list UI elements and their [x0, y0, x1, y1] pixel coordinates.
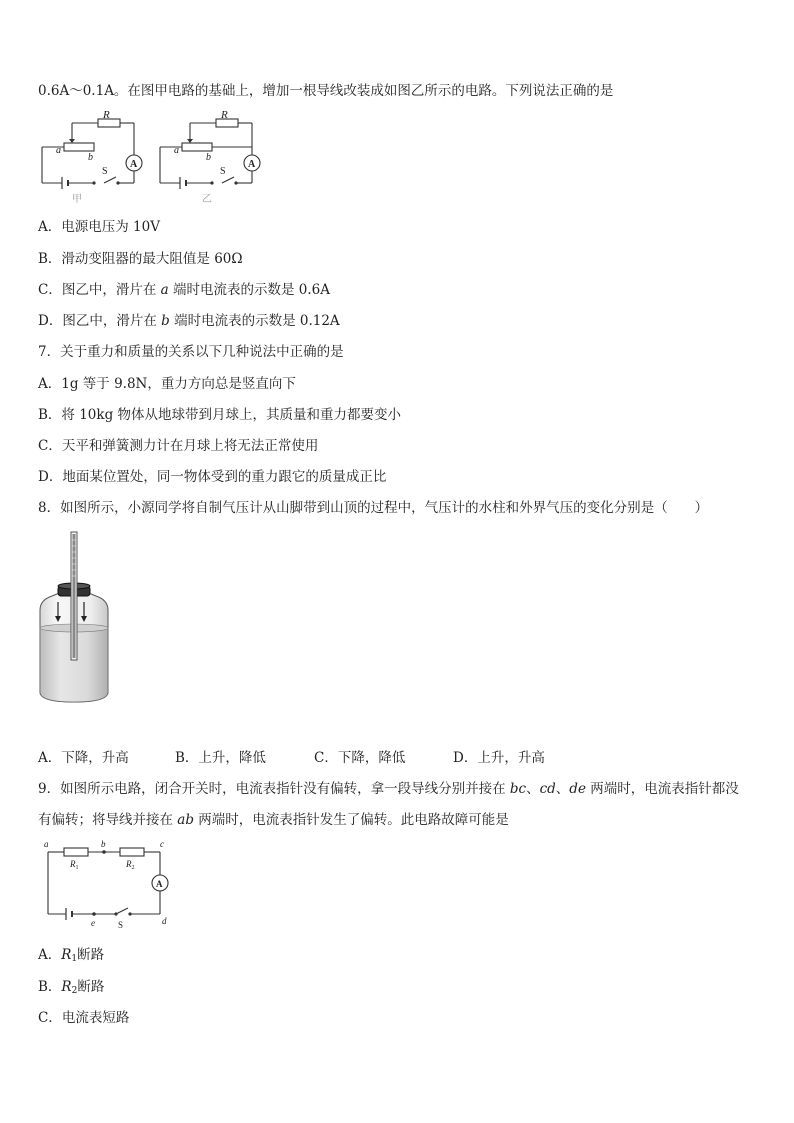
- q6-option-a: A．电源电压为 10V: [38, 219, 160, 235]
- node-e-label: e: [91, 918, 95, 928]
- q6-circuit-figures: [38, 108, 278, 204]
- node-d-label: d: [162, 916, 167, 926]
- label-R-jia: R: [103, 109, 110, 121]
- q9-stem-line2: 有偏转；将导线并接在 ab 两端时，电流表指针发生了偏转。此电路故障可能是: [38, 812, 509, 828]
- q8-stem: 8．如图所示，小源同学将自制气压计从山脚带到山顶的过程中，气压计的水柱和外界气压的变化分别是（ ）: [38, 500, 709, 516]
- label-b-yi: b: [206, 152, 211, 163]
- q9-option-c: C．电流表短路: [38, 1010, 130, 1026]
- label-a-jia: a: [56, 145, 61, 156]
- node-c-label: c: [160, 839, 164, 849]
- label-S-jia: S: [102, 166, 108, 177]
- q7-stem: 7．关于重力和质量的关系以下几种说法中正确的是: [38, 344, 344, 360]
- caption-yi: 乙: [202, 194, 212, 204]
- r1-label: $R_1$: [70, 859, 79, 871]
- q6-option-b: B．滑动变阻器的最大阻值是 60Ω: [38, 251, 243, 267]
- ammeter-icon: A: [130, 159, 138, 170]
- label-S-yi: S: [220, 166, 226, 177]
- q7-option-a: A．1g 等于 9.8N，重力方向总是竖直向下: [38, 376, 296, 392]
- switch-label: S: [118, 920, 124, 930]
- q7-option-c: C．天平和弹簧测力计在月球上将无法正常使用: [38, 438, 319, 454]
- ammeter-icon: A: [248, 159, 256, 170]
- q8-option-b: B．上升，降低: [175, 750, 266, 766]
- q6-option-c: C．图乙中，滑片在 a 端时电流表的示数是 0.6A: [38, 282, 330, 298]
- q9-stem-line1: 9．如图所示电路，闭合开关时，电流表指针没有偏转，拿一段导线分别并接在 bc、cd、de 两端时，电流表指针都没: [38, 781, 739, 797]
- label-R-yi: R: [221, 109, 228, 121]
- r2-label: $R_2$: [126, 859, 135, 871]
- q8-options: [38, 749, 545, 767]
- node-a-label: a: [44, 839, 49, 849]
- slider-arrow-icon: [69, 139, 75, 143]
- q7-option-b: B．将 10kg 物体从地球带到月球上，其质量和重力都要变小: [38, 407, 402, 423]
- barometer-bottle-figure: [34, 530, 114, 706]
- label-a-yi: a: [174, 145, 179, 156]
- ammeter-icon: A: [156, 879, 163, 889]
- q9-option-b: B．$R_2$断路: [38, 979, 105, 996]
- q8-option-a: A．下降，升高: [38, 750, 129, 766]
- label-b-jia: b: [88, 152, 93, 163]
- q9-circuit-figure: [38, 838, 178, 932]
- q7-option-d: D．地面某位置处，同一物体受到的重力跟它的质量成正比: [38, 469, 387, 485]
- q8-option-c: C．下降，降低: [314, 750, 406, 766]
- node-b-label: b: [101, 839, 106, 849]
- q9-option-a: A．$R_1$断路: [38, 947, 105, 964]
- q8-option-d: D．上升，升高: [453, 750, 545, 766]
- q6-option-d: D．图乙中，滑片在 b 端时电流表的示数是 0.12A: [38, 313, 340, 329]
- q6-intro: 0.6A～0.1A。在图甲电路的基础上，增加一根导线改装成如图乙所示的电路。下列说法正确的是: [38, 83, 614, 99]
- caption-jia: 甲: [72, 194, 82, 204]
